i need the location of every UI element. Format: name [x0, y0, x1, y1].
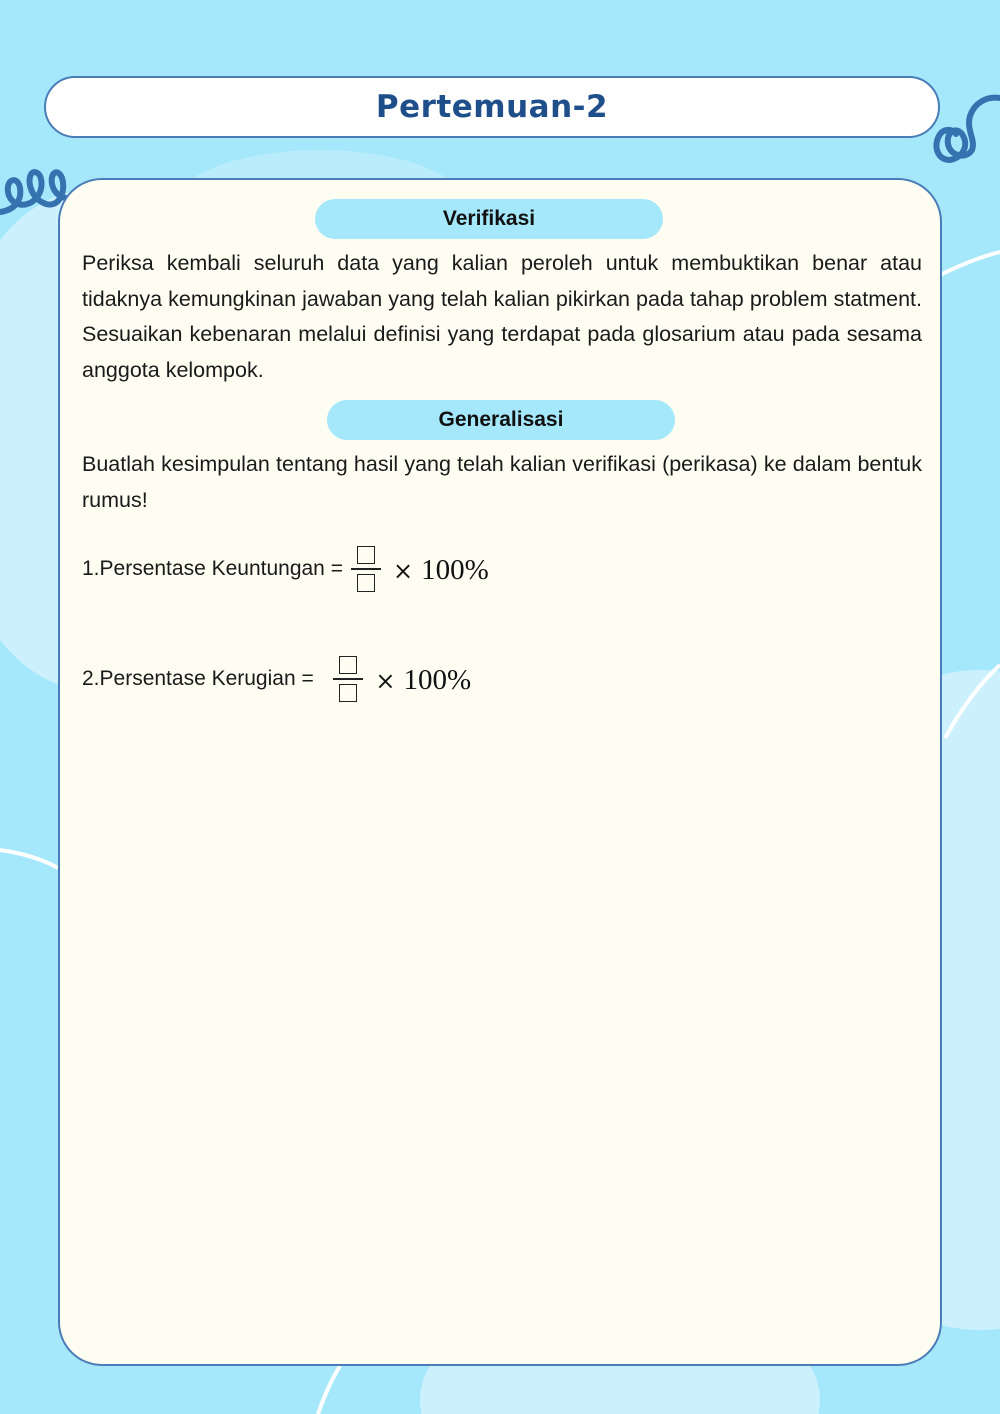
- numerator-box[interactable]: [357, 546, 375, 564]
- fraction: [333, 652, 363, 706]
- verifikasi-paragraph: Periksa kembali seluruh data yang kalian peroleh untuk membuktikan benar atau tidaknya kemungkinan jawaban yang telah kalian pikirkan pada tahap problem statment. Sesuaikan kebenaran melalui definisi yang terdapat pada glosarium atau pada sesama anggota kelompok.: [82, 251, 922, 382]
- section-heading-generalisasi: Generalisasi: [327, 400, 675, 440]
- formula-kerugian: [82, 652, 471, 706]
- times-symbol: ×: [375, 666, 396, 695]
- squiggle-icon: [937, 98, 1000, 160]
- bg-curve: [940, 252, 1000, 275]
- bg-curve: [318, 1366, 340, 1414]
- fraction-bar: [333, 678, 363, 680]
- denominator-box[interactable]: [357, 574, 375, 592]
- denominator-box[interactable]: [339, 684, 357, 702]
- section-heading-verifikasi: Verifikasi: [315, 199, 663, 239]
- percent-value: 100%: [403, 664, 472, 697]
- fraction-bar: [351, 568, 381, 570]
- formula-label: 1.Persentase Keuntungan =: [82, 556, 343, 580]
- content-card: [58, 178, 942, 1366]
- fraction: [351, 542, 381, 596]
- percent-value: 100%: [421, 554, 489, 587]
- page-title: Pertemuan-2: [375, 89, 609, 125]
- bg-curve: [0, 850, 58, 868]
- times-symbol: ×: [392, 556, 414, 585]
- numerator-box[interactable]: [339, 656, 357, 674]
- formula-label: 2.Persentase Kerugian =: [82, 666, 326, 690]
- formula-keuntungan: [82, 542, 489, 596]
- title-bar: [44, 76, 940, 138]
- generalisasi-paragraph: Buatlah kesimpulan tentang hasil yang telah kalian verifikasi (perikasa) ke dalam bentuk rumus!: [82, 452, 922, 512]
